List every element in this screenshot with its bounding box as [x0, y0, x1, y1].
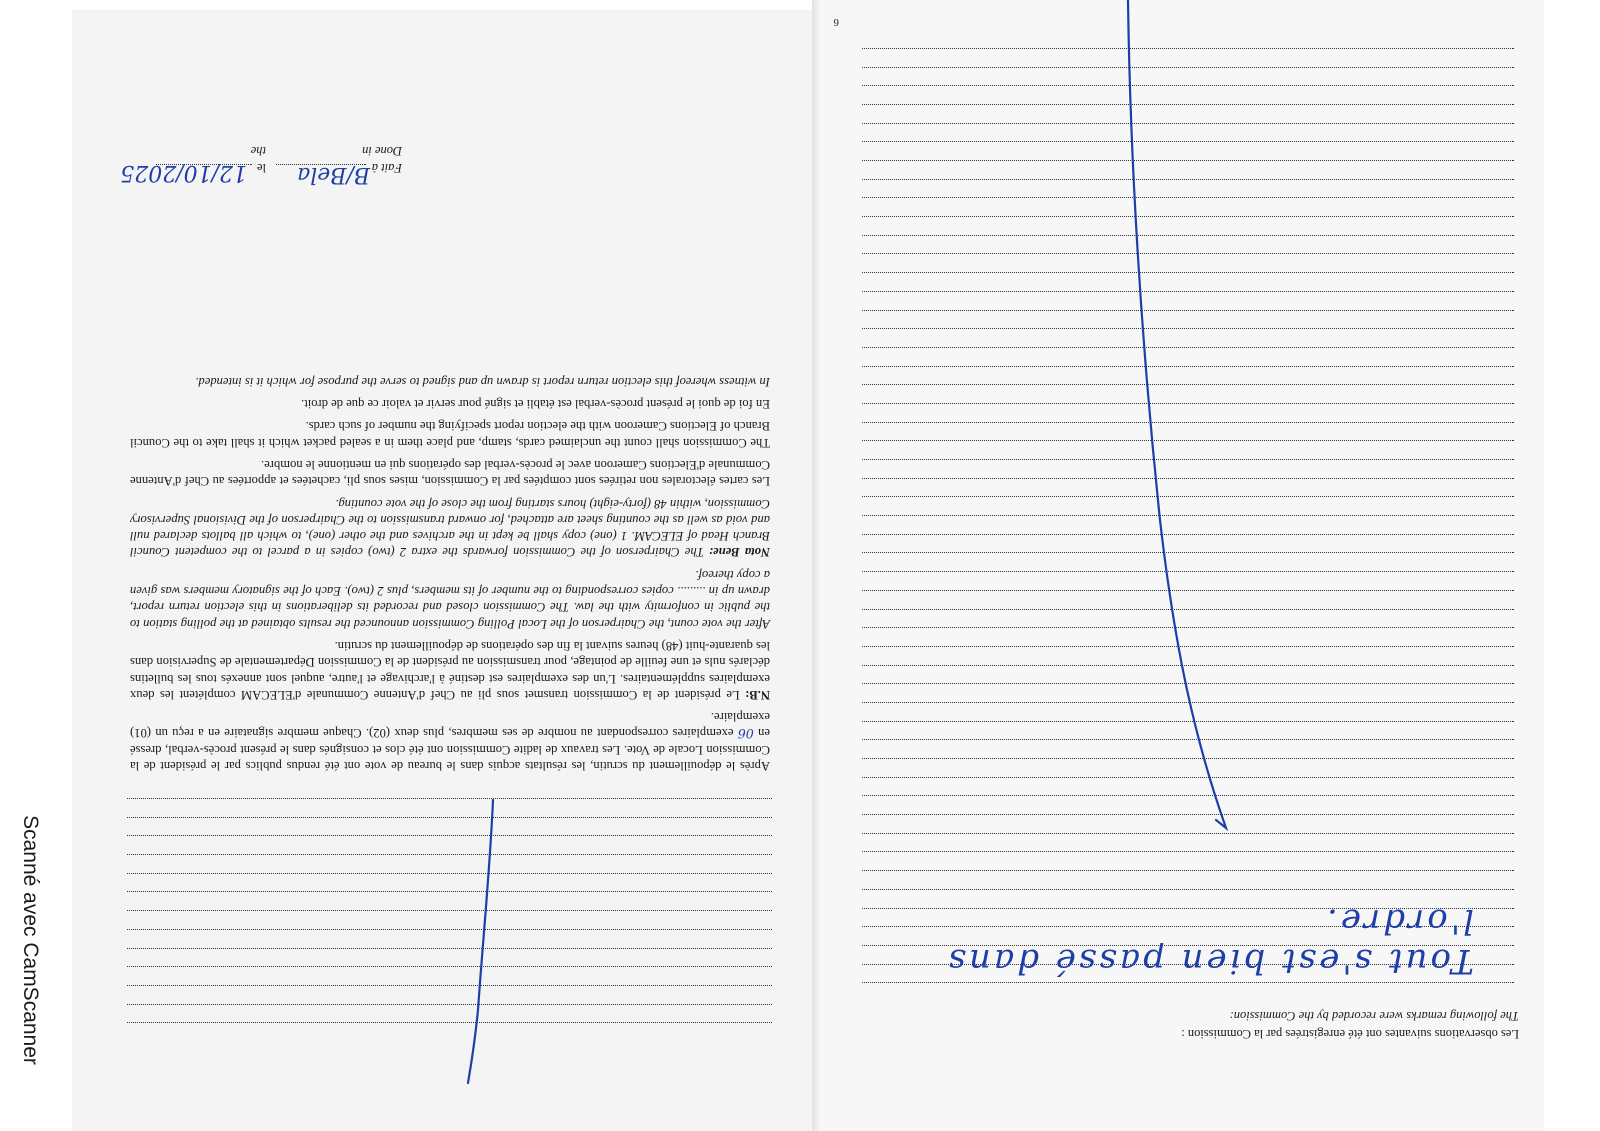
proces-verbal-body	[130, 367, 770, 774]
closing-paragraph-en: After the vote count, the Chairperson of the Local Polling Commission announced the results obtained at the polling station to the public in conformity with the law. The Commission closed and recorded its deliberations in this election return report, drawn up in ......... copies corresponding to the number of its members, plus 2 (two). Each of the signatory members was given a copy thereof.	[130, 567, 770, 631]
cards-paragraph-en: The Commission shall count the unclaimed cards, stamp, and place them in a sealed packet which it shall take to the Council Branch of Elections Cameroon with the election report specifying the number of such cards.	[130, 419, 770, 450]
remarks-dotted-lines	[862, 48, 1514, 1001]
camscanner-watermark: Scanné avec CamScanner	[19, 815, 42, 1065]
handwritten-place: B/Bela	[297, 162, 370, 187]
observations-en: The following remarks were recorded by the Commission:	[1229, 1009, 1519, 1023]
continuation-dotted-lines	[127, 798, 772, 1041]
witness-paragraph-fr: En foi de quoi le présent procès-verbal est établi et signé pour servir et valoir ce que de droit.	[301, 397, 770, 412]
handwritten-copies: 06	[737, 726, 754, 742]
handwritten-remark: Tout s'est bien passé dans l'ordre.	[945, 901, 1474, 981]
page-number: 6	[833, 16, 839, 28]
observations-heading	[859, 1007, 1519, 1043]
nota-bene-paragraph: Nota Bene: The Chairperson of the Commission forwards the extra 2 (two) copies in a parcel to the competent Council Branch Head of ELECAM. 1 (one) copy shall be kept in the archives and the other (one), to which all ballots declared null and void as well as the counting sheet are attached, for onward transmission to the Chairperson of the Divisional Supervisory Commission, within 48 (forty-eight) hours starting from the close of the vote counting.	[130, 496, 770, 560]
page-fold	[812, 0, 822, 1131]
observations-fr: Les observations suivantes ont été enregistrées par la Commission :	[1181, 1027, 1519, 1041]
done-in-label: Done in	[362, 144, 402, 158]
le-label: le	[256, 161, 266, 175]
the-label: the	[250, 144, 266, 158]
closing-paragraph-fr: Après le dépouillement du scrutin, les résultats acquis dans le bureau de vote ont été rendus publics par le président de la Commission Locale de Vote. Les travaux de ladite Commission ont été clos et consignés dans le présent procès-verbal, dressé en 06 exemplaires correspondant au nombre de ses membres, plus deux (02). Chaque membre signataire en a reçu un (01) exemplaire.	[130, 710, 770, 773]
nb-paragraph: N.B: Le président de la Commission transmet sous pli au Chef d'Antenne Communale d'ELECAM complétent les deux exemplaires supplémentaires. L'un des exemplaires est destiné à l'archivage et l'autre, auquel sont annexés tous les bulletins déclarés nuls et une feuille de pointage, pour transmission au président de la Commission Départementale de Supervision dans les quarante-huit (48) heures suivant la fin des opérations de dépouillement du scrutin.	[130, 638, 770, 702]
handwritten-date: 12/10/2025	[120, 160, 247, 185]
remarks-page	[822, 0, 1544, 1131]
proces-verbal-page	[72, 10, 812, 1131]
fait-a-label: Fait à	[371, 161, 402, 175]
cards-paragraph-fr: Les cartes électorales non retirées sont comptées par la Commission, mises sous pli, cachetées et apportées au Chef d'Antenne Communale d'Elections Cameroon avec le procès-verbal des opérations qui en mentionne le nombre.	[130, 457, 770, 489]
witness-paragraph-en: In witness whereof this election return report is drawn up and signed to serve the purpose for which it is intended.	[195, 374, 770, 389]
